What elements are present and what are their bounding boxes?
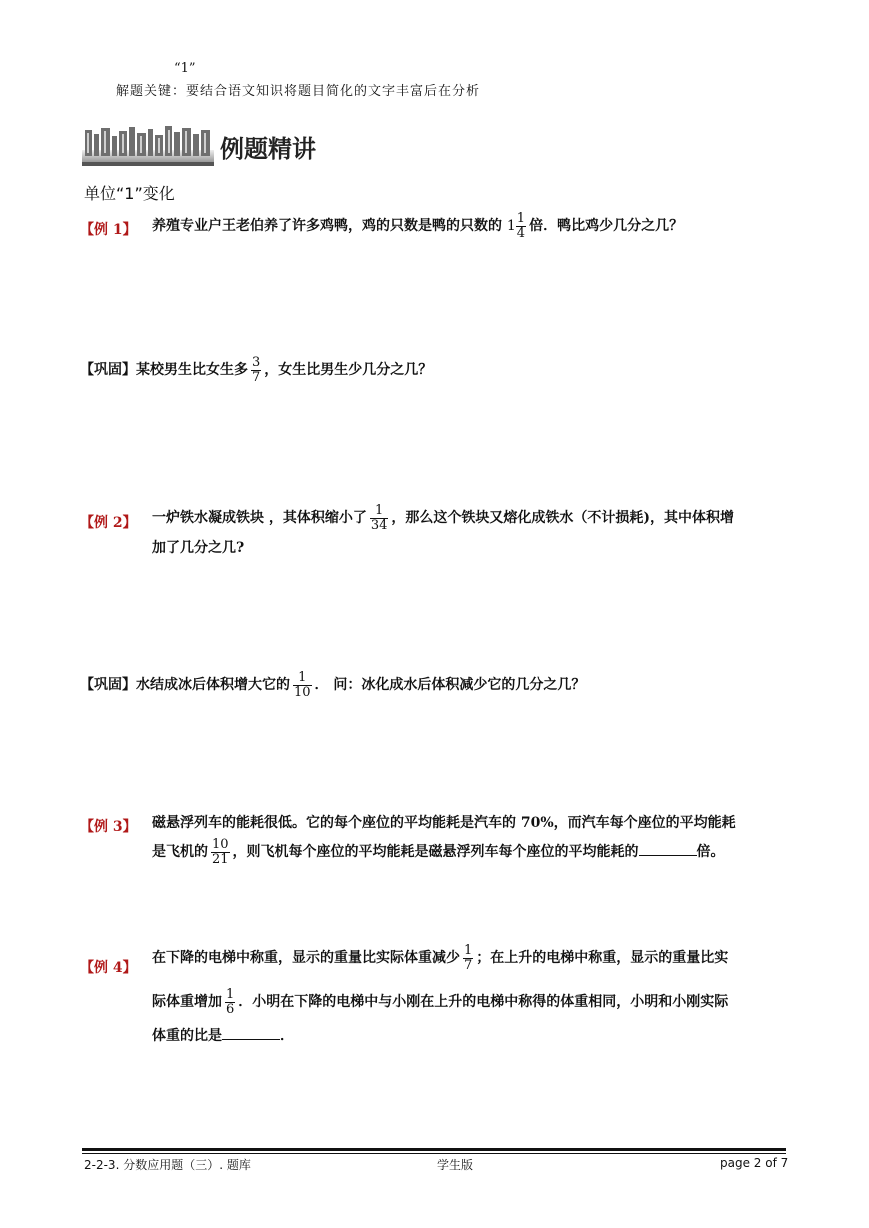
top-quote: “1” (174, 61, 196, 76)
consolidation-1 (80, 356, 432, 384)
example-4-tag: 【例 4】 (80, 960, 137, 976)
example-4-answer-blank[interactable] (222, 1039, 280, 1040)
example-4-text-e: 体重的比是 (152, 1028, 222, 1044)
footer-left: 2-2-3. 分数应用题（三）. 题库 (84, 1158, 251, 1172)
example-1-tag: 【例 1】 (80, 222, 137, 238)
example-2-text-a: 一炉铁水凝成铁块 ，其体积缩小了 (152, 510, 367, 527)
example-2-text-b: ，那么这个铁块又熔化成铁水（不计损耗)，其中体积增 (391, 510, 735, 527)
example-2-text (152, 504, 734, 532)
consolidation-1-text-a: 某校男生比女生多 (136, 362, 248, 379)
example-3-answer-blank[interactable] (639, 855, 697, 856)
example-2-text-c: 加了几分之几? (152, 540, 245, 556)
example-1-text-a: 养殖专业户王老伯养了许多鸡鸭，鸡的只数是鸭的只数的 (152, 218, 502, 235)
consolidation-1-tag: 【巩固】 (80, 362, 136, 379)
example-1-text (152, 212, 683, 240)
example-3-text-d: 倍。 (696, 844, 725, 861)
footer-center: 学生版 (437, 1158, 474, 1172)
consolidation-2-text-b: ． 问：冰化成水后体积减少它的几分之几？ (314, 677, 586, 694)
footer-rule-thick (82, 1148, 786, 1151)
example-2-tag: 【例 2】 (80, 515, 137, 531)
example-4-line-1 (152, 944, 728, 972)
key-point-line: 解题关键：要结合语文知识将题目简化的文字丰富后在分析 (116, 84, 481, 99)
consolidation-2 (80, 671, 585, 699)
example-3-text-b: 是飞机的 (152, 844, 208, 861)
example-3-fraction: $\frac{10}{21}$ (212, 837, 229, 867)
example-4-fraction-1: $\frac{1}{7}$ (464, 943, 473, 973)
example-3-line-2 (152, 838, 725, 866)
example-2-fraction: $\frac{1}{34}$ (370, 503, 388, 533)
example-4-text-d: ．小明在下降的电梯中与小刚在上升的电梯中称得的体重相同，小明和小刚实际 (238, 994, 729, 1011)
example-1-mixed-whole: 1 (506, 218, 516, 235)
subsection-heading: 单位“1”变化 (84, 184, 175, 203)
example-4-text-f: ． (280, 1028, 294, 1044)
consolidation-2-tag: 【巩固】 (80, 677, 136, 694)
consolidation-2-fraction: $\frac{1}{10}$ (294, 670, 311, 700)
section-title: 例题精讲 (220, 135, 316, 163)
consolidation-1-fraction: $\frac{3}{7}$ (252, 355, 261, 385)
footer-rule-thin (82, 1153, 786, 1154)
consolidation-1-text-b: ，女生比男生少几分之几？ (264, 362, 433, 379)
example-4-line-3 (152, 1029, 294, 1043)
example-4-text-c: 际体重增加 (152, 994, 222, 1011)
example-4-text-a: 在下降的电梯中称重，显示的重量比实际体重减少 (152, 950, 460, 967)
example-4-text-b: ；在上升的电梯中称重，显示的重量比实 (476, 950, 729, 967)
example-3-text-a: 磁悬浮列车的能耗很低。它的每个座位的平均能耗是汽车的 70%，而汽车每个座位的平均能耗 (152, 815, 736, 831)
example-1-fraction: $\frac{1}{4}$ (516, 211, 526, 241)
example-1-text-b: 倍．鸭比鸡少几分之几？ (529, 218, 684, 235)
example-3-tag: 【例 3】 (80, 819, 137, 835)
consolidation-2-text-a: 水结成冰后体积增大它的 (136, 677, 290, 694)
example-4-fraction-2: $\frac{1}{6}$ (226, 987, 235, 1017)
example-4-line-2 (152, 988, 728, 1016)
example-3-text-c: ，则飞机每个座位的平均能耗是磁悬浮列车每个座位的平均能耗的 (232, 844, 639, 861)
footer-page-number: page 2 of 7 (720, 1156, 789, 1170)
